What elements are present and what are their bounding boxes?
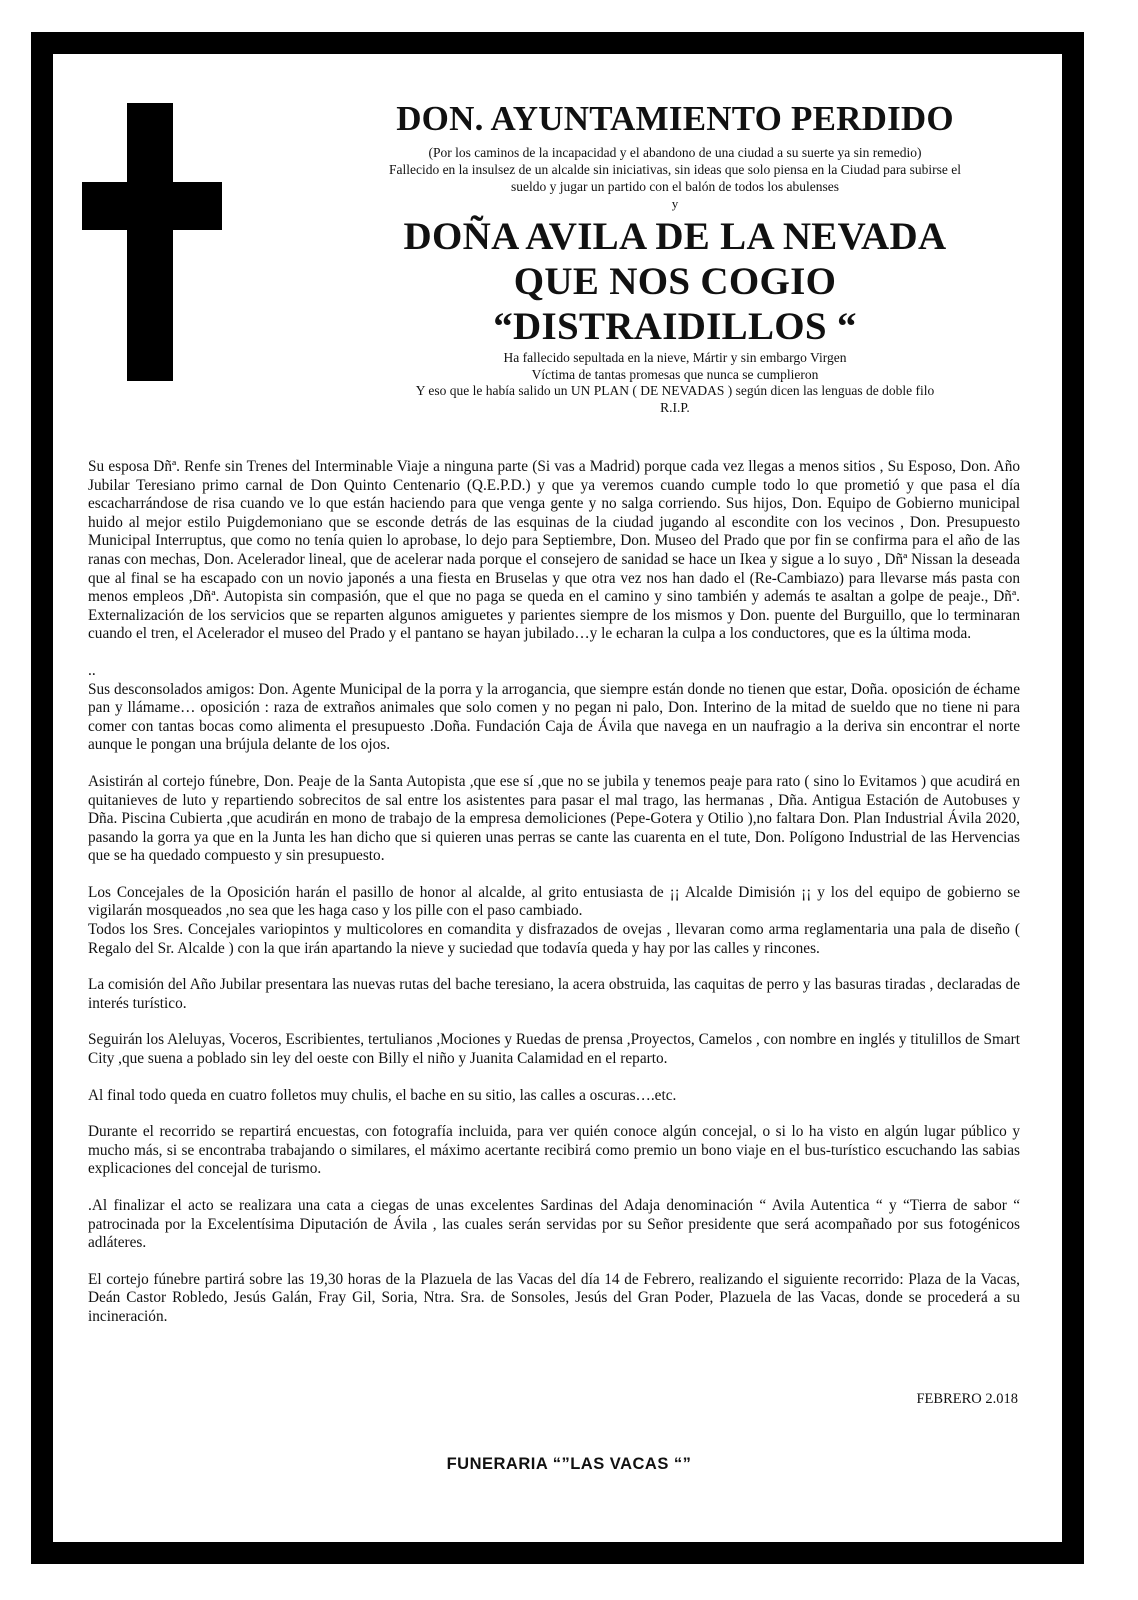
notice-second-title [290, 214, 1060, 349]
paragraph-friends: Sus desconsolados amigos: Don. Agente Municipal de la porra y la arrogancia, que siempre están donde no tienen que estar, Doña. oposición de échame pan y llámame… oposición : raza de extraños animales que solo comen y no pegan ni palo, Don. Interino de la mitad de sueldo que no tiene ni para comer con tantas bocas como alimenta el presupuesto .Doña. Fundación Caja de Ávila que navega en un naufragio a la deriva sin encontrar el norte aunque le pongan una brújula delante de los ojos. [88, 680, 1020, 754]
subtitle-line: (Por los caminos de la incapacidad y el abandono de una ciudad a su suerte ya sin remedio) [428, 145, 922, 160]
subtitle-line: Fallecido en la insulsez de un alcalde sin iniciativas, sin ideas que solo piensa en la Ciudad para subirse el [388, 162, 962, 177]
paragraph-family: Su esposa Dñª. Renfe sin Trenes del Interminable Viaje a ninguna parte (Si vas a Madrid) porque cada vez llegas a menos sitios , Su Esposo, Don. Año Jubilar Teresiano primo carnal de Don Quinto Centenario (Q.E.P.D.) y que ya veremos cuando cumple todo lo que prometió y que pasa el día escacharrándose de risa cuando ve lo que están haciendo para que venga gente y no salga corriendo. Sus hijos, Don. Equipo de Gobierno municipal huido al mejor estilo Puigdemoniano que se esconde detrás de las esquinas de la ciudad jugando al escondite con los vecinos , Don. Presupuesto Municipal Interruptus, que como no tenía quien lo aprobase, lo dejo para Septiembre, Don. Museo del Prado que por fin se confirma para el año de las ranas con mechas, Don. Acelerador lineal, que de acelerar nada porque el consejero de sanidad se hace un Ikea y sigue a lo suyo , Dñª Nissan la deseada que al final se ha escapado con un novio japonés a una fiesta en Bruselas y que otra vez nos han dado el (Re-Cambiazo) para llevarse más pasta con menos empleos ,Dñª. Autopista sin compasión, que el que no paga se queda en el camino y sino también y además te asaltan a golpe de peaje., Dñª. Externalización de los servicios que se reparten algunos amiguetes y parientes siempre de los mismos y Don. puente del Burguillo, que lo terminaran cuando el tren, el Acelerador el museo del Prado y el pantano se hayan jubilado…y le echaran la culpa a los conductores, que es la última moda. [88, 458, 1020, 643]
notice-body [88, 458, 1020, 1345]
paragraph-cortege: Asistirán al cortejo fúnebre, Don. Peaje de la Santa Autopista ,que ese sí ,que no se jubila y tenemos peaje para rato ( sino lo Evitamos ) que acudirá en quitanieves de luto y repartiendo sobrecitos de sal entre los asistentes para pasar el mal trago, las hermanas , Dña. Antigua Estación de Autobuses y Dña. Piscina Cubierta ,que acudirán en mono de trabajo de la empresa demoliciones (Pepe-Gotera y Otilio ),no faltara Don. Plan Industrial Ávila 2020, pasando la gorra ya que en la Junta les han dicho que si quieren unas perras se cante las cuarenta en el tute, Don. Polígono Industrial de las Hervencias que se ha quedado compuesto y sin presupuesto. [88, 772, 1020, 865]
second-subtitle-line: Ha fallecido sepultada en la nieve, Mártir y sin embargo Virgen [503, 350, 847, 365]
paragraph-brochures: Al final todo queda en cuatro folletos muy chulis, el bache en su sitio, las calles a oscuras….etc. [88, 1086, 677, 1104]
paragraph-survey: Durante el recorrido se repartirá encuestas, con fotografía incluida, para ver quién conoce algún concejal, o si lo ha visto en algún lugar público y mucho más, si se encontraba trabajando o similares, el máximo acertante recibirá como premio un bono viaje en el bus-turístico escuchando las sabias explicaciones del concejal de turismo. [88, 1123, 1020, 1178]
paragraph-separator: .. [88, 661, 96, 679]
notice-second-subtitle [290, 350, 1060, 416]
notice-subtitle [290, 144, 1060, 195]
paragraph-tasting: .Al finalizar el acto se realizara una cata a ciegas de unas excelentes Sardinas del Adaja denominación “ Avila Autentica “ y “Tierra de sabor “ patrocinada por la Excelentísima Diputación de Ávila , las cuales serán servidas por su Señor presidente que será acompañado por sus fotogénicos adláteres. [88, 1197, 1020, 1252]
second-title-line: QUE NOS COGIO [513, 260, 837, 303]
cross-horizontal-bar [82, 182, 222, 230]
notice-date: FEBRERO 2.018 [916, 1391, 1018, 1407]
rip-line: R.I.P. [660, 399, 690, 415]
second-title-line: DOÑA AVILA DE LA NEVADA [403, 215, 947, 258]
paragraph-jubilee-commission: La comisión del Año Jubilar presentara las nuevas rutas del bache teresiano, la acera obstruida, las caquitas de perro y las basuras tiradas , declaradas de interés turístico. [88, 976, 1020, 1012]
cross-vertical-bar [127, 103, 173, 381]
funeral-home-name: FUNERARIA “”LAS VACAS “” [446, 1455, 692, 1473]
second-title-line: “DISTRAIDILLOS “ [493, 305, 857, 348]
second-subtitle-line: Y eso que le había salido un UN PLAN ( DE NEVADAS ) según dicen las lenguas de doble filo [415, 383, 935, 398]
paragraph-route: El cortejo fúnebre partirá sobre las 19,30 horas de la Plazuela de las Vacas del día 14 de Febrero, realizando el siguiente recorrido: Plaza de la Vacas, Deán Castor Robledo, Jesús Galán, Fray Gil, Soria, Ntra. Sra. de Sonsoles, Jesús del Gran Poder, Plazuela de las Vacas, donde se procederá a su incineración. [88, 1270, 1020, 1325]
cross-icon [82, 103, 222, 381]
paragraph-councillors: Los Concejales de la Oposición harán el pasillo de honor al alcalde, al grito entusiasta de ¡¡ Alcalde Dimisión ¡¡ y los del equipo de gobierno se vigilarán mosqueados ,no sea que les haga caso y los pille con el paso cambiado. Todos los Sres. Concejales variopintos y multicolores en comandita y disfrazados de ovejas , llevaran como arma reglamentaria una pala de diseño ( Regalo del Sr. Alcalde ) con la que irán apartando la nieve y suciedad que todavía queda y hay por las calles y rincones. [88, 883, 1020, 957]
subtitle-line: sueldo y jugar un partido con el balón de todos los abulenses [510, 179, 840, 194]
paragraph-followers: Seguirán los Aleluyas, Voceros, Escribientes, tertulianos ,Mociones y Ruedas de prensa ,Proyectos, Camelos , con nombre en inglés y titulillos de Smart City ,que suena a poblado sin ley del oeste con Billy el niño y Juanita Calamidad en el reparto. [88, 1031, 1020, 1068]
notice-title: DON. AYUNTAMIENTO PERDIDO [396, 99, 954, 138]
second-subtitle-line: Víctima de tantas promesas que nunca se cumplieron [531, 366, 819, 382]
conjunction: y [671, 196, 679, 211]
